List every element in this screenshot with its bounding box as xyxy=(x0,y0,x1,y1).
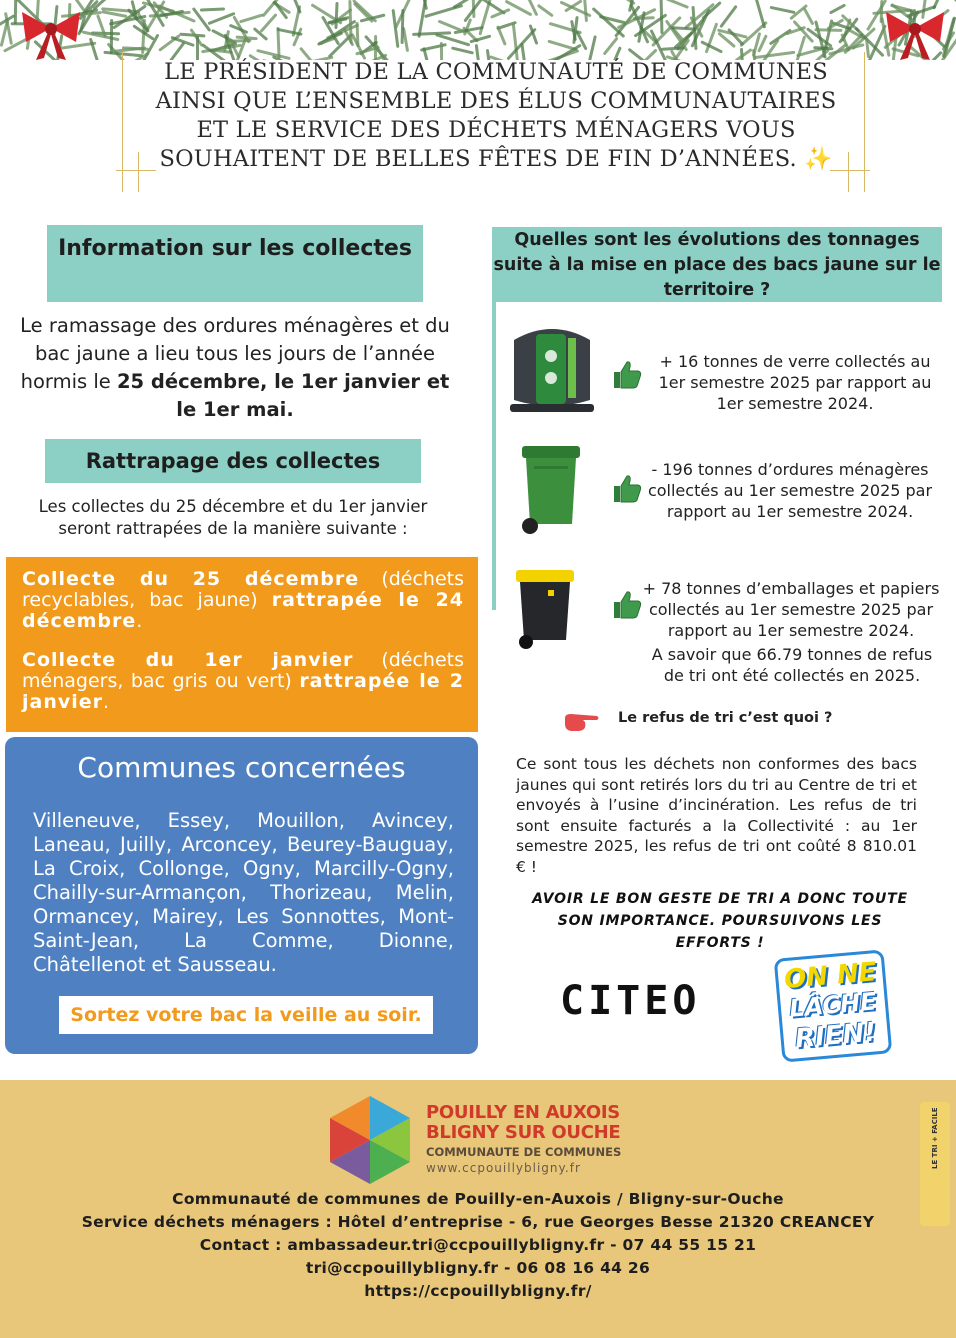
footer-contact-2[interactable]: tri@ccpouillybligny.fr - 06 08 16 44 26 xyxy=(305,1259,651,1277)
pine-needle xyxy=(89,37,104,60)
footer-website-link[interactable]: https://ccpouillybligny.fr/ xyxy=(364,1282,592,1300)
stat-packaging: + 78 tonnes d’emballages et papiers collectés au 1er semestre 2025 par rapport au 1er semestre 2024. xyxy=(642,579,940,640)
communes-title: Communes concernées xyxy=(77,751,406,784)
pine-needle xyxy=(666,0,690,9)
red-bow-icon xyxy=(16,4,86,62)
stat-glass: + 16 tonnes de verre collectés au 1er semestre 2025 par rapport au 1er semestre 2024. xyxy=(658,352,932,413)
pine-needle xyxy=(239,14,264,24)
pine-needle xyxy=(769,5,795,13)
stat-refus-note: A savoir que 66.79 tonnes de refus de tri ont été collectés en 2025. xyxy=(651,645,933,685)
green-bin-icon xyxy=(518,440,584,536)
pine-needle xyxy=(829,3,846,14)
pine-needle xyxy=(400,9,404,44)
logo-line-2: BLIGNY SUR OUCHE xyxy=(426,1122,621,1143)
info-text: Le ramassage des ordures ménagères et du bac jaune a lieu tous les jours de l’année hormis le 25 décembre, le 1er janvier et le 1er mai. xyxy=(20,314,450,421)
info-title: Information sur les collectes xyxy=(47,225,423,302)
logo-line-3: COMMUNAUTE DE COMMUNES xyxy=(426,1145,622,1159)
pine-needle xyxy=(334,2,338,29)
refus-explanation: Ce sont tous les déchets non conformes des bacs jaunes qui sont retirés lors du tri au Centre de tri et envoyés à l’usine d’incinération. Les refus de tri sont ensuite facturés a la Collectivité : au 1er semestre 2025, les refus de tri ont coûté 8 810.01 € ! xyxy=(516,755,917,876)
logo-url: www.ccpouillybligny.fr xyxy=(426,1161,581,1175)
pine-needle xyxy=(815,28,843,32)
stat-household-waste: - 196 tonnes d’ordures ménagères collectés au 1er semestre 2025 par rapport au 1er semestre 2024. xyxy=(647,460,933,521)
sortez-bac-banner: Sortez votre bac la veille au soir. xyxy=(59,996,433,1034)
pine-needle xyxy=(719,4,738,27)
pine-needle xyxy=(537,4,555,18)
rattrapage-text: Les collectes du 25 décembre et du 1er janvier seront rattrapées de la manière suivante : xyxy=(38,497,428,538)
ccpb-hexagon-logo xyxy=(322,1092,418,1188)
communes-panel xyxy=(5,737,478,1054)
pine-needle xyxy=(753,0,766,29)
thumbs-up-icon xyxy=(610,358,644,392)
teal-divider xyxy=(492,300,496,610)
thumbs-up-icon xyxy=(610,588,644,622)
glass-container-icon xyxy=(506,320,598,416)
pine-needle xyxy=(803,7,815,25)
pine-needle xyxy=(110,19,113,54)
yellow-lid-bin-icon xyxy=(512,566,578,652)
pointing-hand-icon xyxy=(563,710,601,734)
thumbs-up-icon xyxy=(610,472,644,506)
citeo-logo: CITEO xyxy=(560,978,701,1024)
refus-question: Le refus de tri c’est quoi ? xyxy=(618,710,833,726)
slogan: AVOIR LE BON GESTE DE TRI A DONC TOUTE SON IMPORTANCE. POURSUIVONS LES EFFORTS ! xyxy=(532,891,908,951)
red-bow-icon xyxy=(880,4,950,62)
on-ne-lache-rien-logo: ON NE LÂCHE RIEN! xyxy=(774,949,893,1062)
greeting-text: LE PRÉSIDENT DE LA COMMUNAUTÉ DE COMMUNES AINSI QUE L’ENSEMBLE DES ÉLUS COMMUNAUTAIRES ET LE SERVICE DES DÉCHETS MÉNAGERS VOUS SOUHAITENT DE BELLES FÊTES DE FIN D’ANNÉES. ✨ xyxy=(155,59,837,172)
footer-address-1: Communauté de communes de Pouilly-en-Auxois / Bligny-sur-Ouche xyxy=(172,1190,784,1208)
footer-address-2: Service déchets ménagers : Hôtel d’entreprise - 6, rue Georges Besse 21320 CREANCEY xyxy=(81,1213,875,1231)
pine-needle xyxy=(207,11,235,24)
logo-line-1: POUILLY EN AUXOIS xyxy=(426,1102,620,1123)
sparkle-icon: ✨ xyxy=(804,146,833,172)
footer-contact-1[interactable]: Contact : ambassadeur.tri@ccpouillybligny.fr - 07 44 55 15 21 xyxy=(199,1236,757,1254)
pine-garland-top xyxy=(0,0,956,60)
rattrapage-details xyxy=(6,557,478,732)
rattrapage-title: Rattrapage des collectes xyxy=(45,439,421,483)
rattrapage-1-jan: Collecte du 1er janvier (déchets ménagers, bac gris ou vert) rattrapée le 2 janvier. xyxy=(22,649,465,713)
rattrapage-25-dec: Collecte du 25 décembre (déchets recyclables, bac jaune) rattrapée le 24 décembre. xyxy=(22,568,465,632)
pine-needle xyxy=(200,8,225,12)
le-tri-plus-facile-tab: LE TRI + FACILE xyxy=(920,1102,950,1226)
tonnages-title: Quelles sont les évolutions des tonnages suite à la mise en place des bacs jaune sur le territoire ? xyxy=(492,227,942,302)
communes-list: Villeneuve, Essey, Mouillon, Avincey, Laneau, Juilly, Arconcey, Beurey-Bauguay, La Croix, Collonge, Ogny, Marcilly-Ogny, Chailly-sur-Armançon, Thorizeau, Melin, Ormancey, Mairey, Les Sonnottes, Mont-Saint-Jean, La Comme, Dionne, Châtellenot et Sausseau. xyxy=(33,809,454,976)
